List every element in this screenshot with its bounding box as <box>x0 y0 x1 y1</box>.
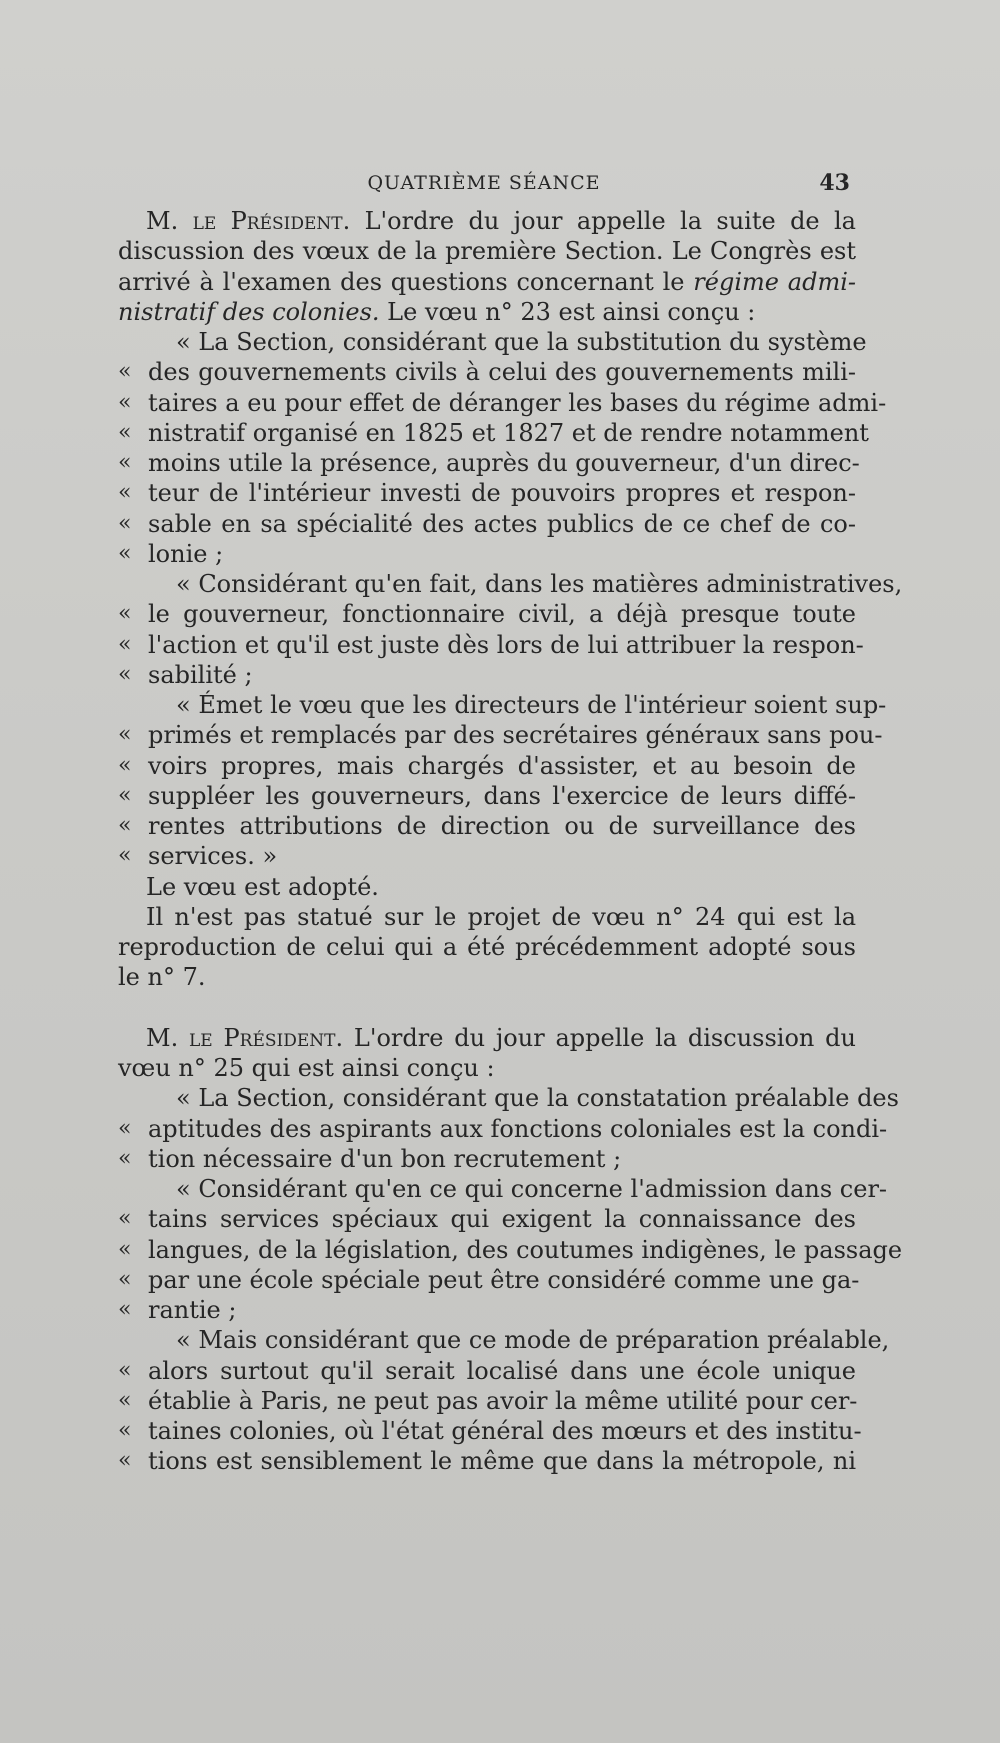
quote-mark: « <box>118 389 132 415</box>
line-text: le gouverneur, fonctionnaire civil, a déjà presque toute <box>148 600 856 629</box>
line-text: L'ordre du jour appelle la discussion du <box>343 1023 856 1052</box>
text-line <box>118 872 856 902</box>
line-text: Le vœu n° 23 est ainsi conçu : <box>379 297 756 326</box>
quote-mark: « <box>118 480 132 506</box>
italic-phrase: nistratif des colonies. <box>118 297 380 326</box>
text-line <box>118 690 887 720</box>
quote-mark: « <box>118 419 132 445</box>
text-line <box>118 1144 856 1174</box>
line-text: primés et remplacés par des secrétaires généraux sans pou- <box>148 721 883 750</box>
line-text: des gouvernements civils à celui des gouvernements mili- <box>148 358 856 387</box>
line-text: nistratif organisé en 1825 et 1827 et de rendre notamment <box>148 418 869 447</box>
text-line <box>118 1204 856 1234</box>
text-line <box>118 418 869 448</box>
quote-mark: « <box>118 782 132 808</box>
line-text: par une école spéciale peut être considéré comme une ga- <box>148 1265 860 1294</box>
text-line <box>118 539 856 569</box>
text-line <box>118 1386 856 1416</box>
text-line <box>118 327 867 357</box>
quote-mark: « <box>118 450 132 475</box>
text-line <box>118 1235 903 1265</box>
text-line <box>118 388 887 418</box>
text-line <box>118 1356 856 1386</box>
quoted-resolution <box>118 327 903 872</box>
line-text: tion nécessaire d'un bon recrutement ; <box>148 1144 622 1173</box>
quote-mark: « <box>118 631 132 657</box>
text-line <box>118 841 856 871</box>
quoted-resolution <box>118 1083 903 1476</box>
quote-mark: « <box>118 1236 132 1262</box>
text-line <box>118 932 856 962</box>
text-line <box>118 357 856 387</box>
line-text: sable en sa spécialité des actes publics de ce chef de co- <box>148 509 856 538</box>
line-text: aptitudes des aspirants aux fonctions coloniales est la condi- <box>148 1114 888 1143</box>
quote-mark: « <box>118 540 132 566</box>
text-line <box>118 720 883 750</box>
line-text: vœu n° 25 qui est ainsi conçu : <box>118 1054 495 1082</box>
text-line <box>118 1023 856 1053</box>
line-text: discussion des vœux de la première Section. Le Congrès est <box>118 237 856 266</box>
line-text: tains services spéciaux qui exigent la connaissance des <box>148 1205 856 1234</box>
body-text <box>118 206 903 1477</box>
quote-mark: « <box>118 1206 132 1232</box>
text-line <box>118 569 903 599</box>
text-line <box>118 1265 860 1295</box>
line-text: tions est sensiblement le même que dans la métropole, ni <box>148 1447 856 1476</box>
text-line <box>118 630 864 660</box>
quote-mark: « <box>118 1448 132 1474</box>
line-text: taines colonies, où l'état général des mœurs et des institu- <box>148 1417 862 1445</box>
line-text: services. » <box>148 842 278 871</box>
line-text: lonie ; <box>148 539 224 568</box>
text-line <box>118 297 856 327</box>
quote-mark: « <box>118 1266 132 1292</box>
quote-mark: « <box>118 510 132 536</box>
quote-mark: « <box>118 1297 132 1322</box>
quote-mark: « <box>118 752 132 778</box>
quote-mark: « <box>118 1418 132 1443</box>
line-text: reproduction de celui qui a été précédemment adopté sous <box>118 933 856 961</box>
text-line <box>118 599 856 629</box>
line-text: teur de l'intérieur investi de pouvoirs propres et respon- <box>148 479 856 508</box>
line-text: « Mais considérant que ce mode de préparation préalable, <box>176 1326 890 1355</box>
line-text: rantie ; <box>148 1296 237 1324</box>
text-line <box>118 660 856 690</box>
text-line <box>118 962 856 992</box>
quote-mark: « <box>118 1145 132 1171</box>
text-line <box>118 1053 856 1083</box>
line-text: voirs propres, mais chargés d'assister, et au besoin de <box>148 751 856 780</box>
quote-mark: « <box>118 722 132 748</box>
line-text: arrivé à l'examen des questions concernant le <box>118 267 694 296</box>
text-line <box>118 206 856 236</box>
italic-phrase: régime admi- <box>693 267 856 296</box>
line-text: Il n'est pas statué sur le projet de vœu n° 24 qui est la <box>146 902 856 931</box>
page-number: 43 <box>819 170 850 196</box>
text-line <box>118 811 856 841</box>
quote-mark: « <box>118 359 132 385</box>
text-line <box>118 902 856 932</box>
speaker-name: M. le Président. <box>146 207 351 235</box>
quote-mark: « <box>118 813 132 838</box>
line-text: « Considérant qu'en fait, dans les matières administratives, <box>176 570 903 598</box>
line-text: sabilité ; <box>148 660 253 689</box>
text-line <box>118 267 856 297</box>
page-header <box>118 168 850 200</box>
line-text: moins utile la présence, auprès du gouverneur, d'un direc- <box>148 449 860 477</box>
text-line <box>118 1416 862 1446</box>
line-text: langues, de la législation, des coutumes indigènes, le passage <box>148 1235 903 1264</box>
text-line <box>118 781 856 811</box>
line-text: « Considérant qu'en ce qui concerne l'admission dans cer- <box>176 1175 888 1203</box>
line-text: « La Section, considérant que la substitution du système <box>176 328 867 356</box>
line-text: établie à Paris, ne peut pas avoir la même utilité pour cer- <box>148 1386 858 1415</box>
text-line <box>118 478 856 508</box>
quote-mark: « <box>118 601 132 627</box>
line-text: taires a eu pour effet de déranger les bases du régime admi- <box>148 388 887 417</box>
text-line <box>118 448 860 478</box>
text-line <box>118 1325 890 1355</box>
line-text: « Émet le vœu que les directeurs de l'intérieur soient sup- <box>176 691 887 719</box>
running-title: QUATRIÈME SÉANCE <box>367 172 601 194</box>
speaker-name: M. le Président. <box>146 1023 344 1052</box>
text-line <box>118 509 856 539</box>
line-text: L'ordre du jour appelle la suite de la <box>350 207 856 235</box>
text-line <box>118 751 856 781</box>
quote-mark: « <box>118 1387 132 1413</box>
text-line <box>118 1174 888 1204</box>
paragraph <box>118 872 856 993</box>
quote-mark: « <box>118 1115 132 1141</box>
paragraph <box>118 1023 856 1084</box>
line-text: suppléer les gouverneurs, dans l'exercice de leurs diffé- <box>148 781 856 810</box>
text-line <box>118 1446 856 1476</box>
line-text: le n° 7. <box>118 963 206 992</box>
paragraph <box>118 206 856 327</box>
line-text: rentes attributions de direction ou de surveillance des <box>148 812 856 840</box>
line-text: alors surtout qu'il serait localisé dans une école unique <box>148 1356 856 1385</box>
quote-mark: « <box>118 843 132 869</box>
paragraph-gap <box>118 993 856 1023</box>
line-text: « La Section, considérant que la constatation préalable des <box>176 1084 899 1113</box>
line-text: l'action et qu'il est juste dès lors de lui attribuer la respon- <box>148 630 864 659</box>
text-line <box>118 1295 856 1325</box>
text-line <box>118 236 856 266</box>
quote-mark: « <box>118 1357 132 1383</box>
text-line <box>118 1083 899 1113</box>
text-line <box>118 1114 888 1144</box>
line-text: Le vœu est adopté. <box>146 872 379 901</box>
quote-mark: « <box>118 661 132 687</box>
